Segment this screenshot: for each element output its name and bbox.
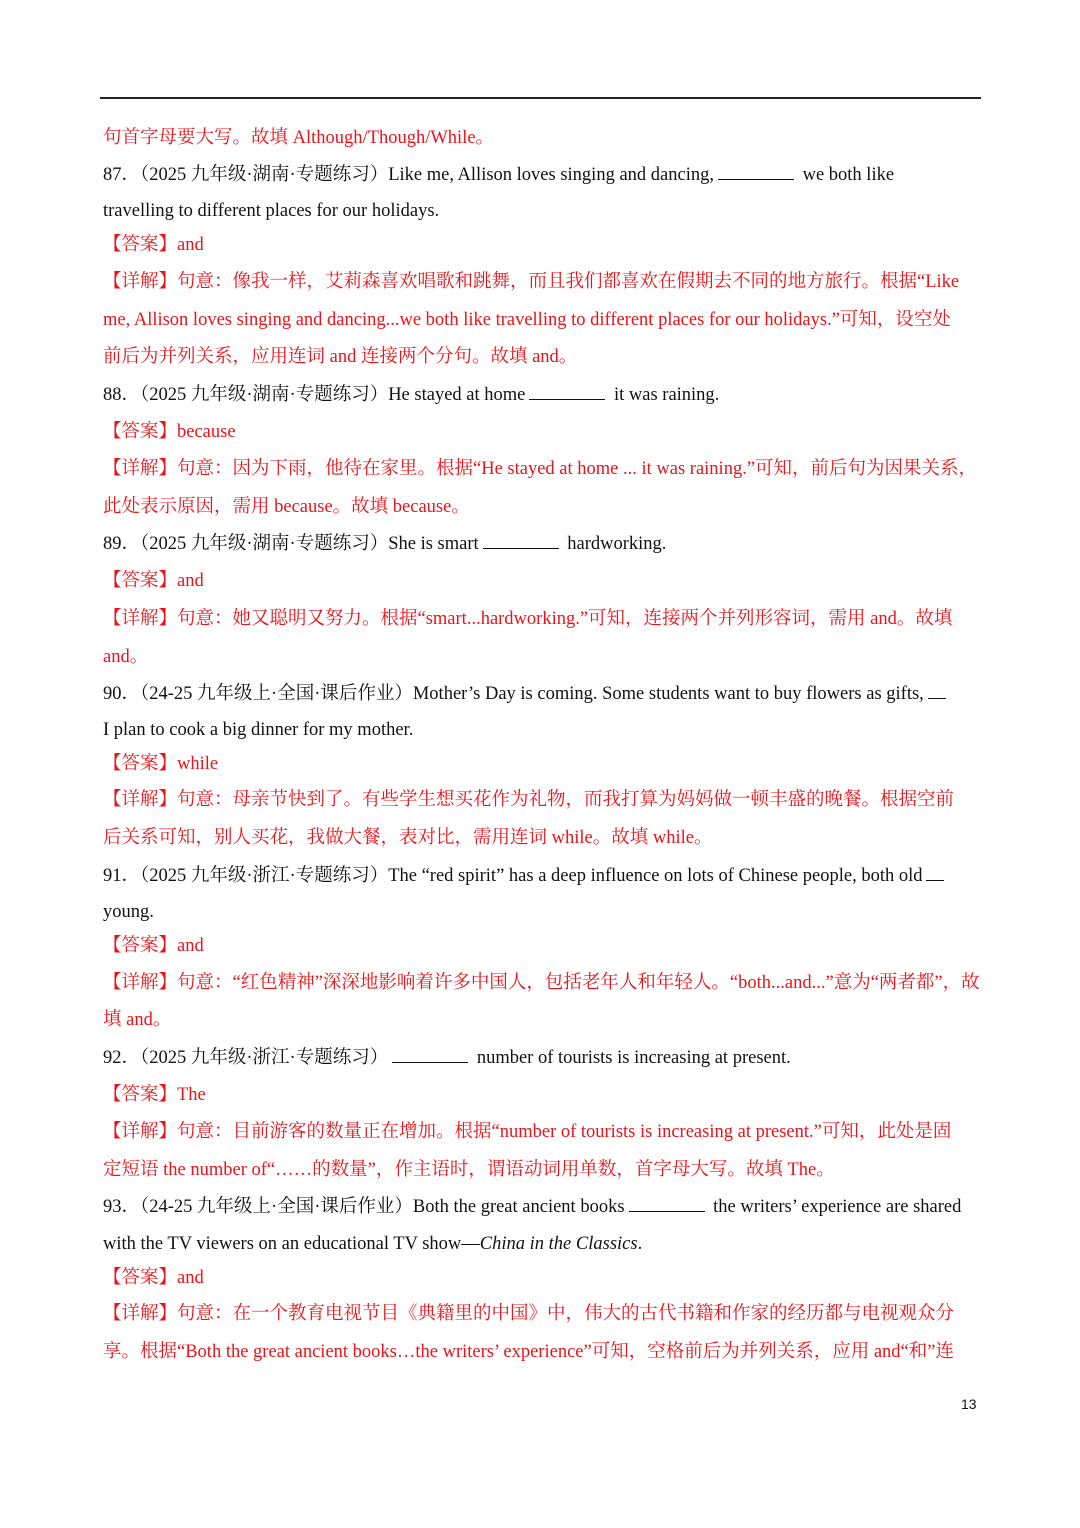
question-90 bbox=[103, 682, 950, 706]
question-89 bbox=[103, 532, 666, 556]
explanation-line: 前后为并列关系，应用连词 and 连接两个分句。故填 and。 bbox=[103, 347, 578, 367]
show-title: China in the Classics bbox=[479, 1234, 638, 1254]
explanation-line: 【详解】句意：她又聪明又努力。根据“smart...hardworking.”可知，连接两个并列形容词，需用 and。故填 bbox=[103, 609, 953, 629]
explanation-line: 【详解】句意：“红色精神”深深地影响着许多中国人，包括老年人和年轻人。“both...and...”意为“两者都”，故 bbox=[103, 973, 980, 993]
answer-blank bbox=[928, 684, 946, 699]
answer-line: 【答案】The bbox=[103, 1085, 206, 1105]
answer-blank bbox=[529, 385, 605, 400]
answer-line: 【答案】because bbox=[103, 422, 236, 442]
answer-blank bbox=[483, 534, 559, 549]
explanation-line: and。 bbox=[103, 647, 149, 667]
explanation-line: 填 and。 bbox=[103, 1010, 172, 1030]
explanation-line: 【详解】句意：母亲节快到了。有些学生想买花作为礼物，而我打算为妈妈做一顿丰盛的晚餐。根据空前 bbox=[103, 790, 955, 810]
question-text: 92．（2025 九年级·浙江·专题练习） bbox=[103, 1048, 389, 1068]
answer-line: 【答案】while bbox=[103, 754, 219, 774]
answer-line: 【答案】and bbox=[103, 571, 204, 591]
explanation-line: 后关系可知，别人买花，我做大餐，表对比，需用连词 while。故填 while。 bbox=[103, 828, 713, 848]
question-text: 88．（2025 九年级·湖南·专题练习）He stayed at home bbox=[103, 385, 526, 405]
question-text: young. bbox=[103, 902, 154, 922]
question-87 bbox=[103, 163, 894, 187]
question-text: 87．（2025 九年级·湖南·专题练习）Like me, Allison loves singing and dancing, bbox=[103, 165, 714, 185]
question-text: hardworking. bbox=[567, 534, 667, 554]
question-93 bbox=[103, 1195, 961, 1219]
explanation-line: me, Allison loves singing and dancing...we both like travelling to different places for our holidays.”可知，设空处 bbox=[103, 310, 951, 330]
question-text: travelling to different places for our holidays. bbox=[103, 201, 440, 221]
question-88 bbox=[103, 383, 719, 407]
header-rule bbox=[100, 97, 981, 99]
answer-line: 【答案】and bbox=[103, 235, 204, 255]
answer-blank bbox=[718, 165, 794, 180]
question-92 bbox=[103, 1046, 791, 1070]
answer-blank bbox=[392, 1048, 468, 1063]
answer-line: 【答案】and bbox=[103, 936, 204, 956]
question-text: 93．（24-25 九年级上·全国·课后作业）Both the great ancient books bbox=[103, 1197, 625, 1217]
explanation-line: 此处表示原因，需用 because。故填 because。 bbox=[103, 497, 470, 517]
question-text: with the TV viewers on an educational TV show— bbox=[103, 1234, 480, 1254]
explanation-line: 【详解】句意：目前游客的数量正在增加。根据“number of tourists is increasing at present.”可知，此处是固 bbox=[103, 1122, 952, 1142]
question-text: the writers’ experience are shared bbox=[713, 1197, 962, 1217]
question-text: it was raining. bbox=[613, 385, 720, 405]
explanation-line: 享。根据“Both the great ancient books…the writers’ experience”可知，空格前后为并列关系，应用 and“和”连 bbox=[103, 1342, 954, 1362]
question-91 bbox=[103, 864, 948, 888]
question-text: I plan to cook a big dinner for my mother. bbox=[103, 720, 414, 740]
question-text: 91．（2025 九年级·浙江·专题练习）The “red spirit” has a deep influence on lots of Chinese people, both old bbox=[103, 866, 923, 886]
question-text: 89．（2025 九年级·湖南·专题练习）She is smart bbox=[103, 534, 479, 554]
question-93-line-2 bbox=[103, 1232, 642, 1256]
answer-blank bbox=[629, 1197, 705, 1212]
answer-blank bbox=[926, 866, 944, 881]
explanation-line: 【详解】句意：因为下雨，他待在家里。根据“He stayed at home ... it was raining.”可知，前后句为因果关系， bbox=[103, 459, 978, 479]
explanation-line: 定短语 the number of“……的数量”，作主语时，谓语动词用单数，首字母大写。故填 The。 bbox=[103, 1160, 835, 1180]
explanation-line: 【详解】句意：像我一样，艾莉森喜欢唱歌和跳舞，而且我们都喜欢在假期去不同的地方旅行。根据“Like bbox=[103, 272, 960, 292]
answer-line: 【答案】and bbox=[103, 1268, 204, 1288]
question-text: . bbox=[637, 1234, 643, 1254]
explanation-line: 句首字母要大写。故填 Although/Though/While。 bbox=[103, 128, 495, 148]
question-text: we both like bbox=[802, 165, 895, 185]
question-text: number of tourists is increasing at present. bbox=[476, 1048, 791, 1068]
question-text: 90．（24-25 九年级上·全国·课后作业）Mother’s Day is coming. Some students want to buy flowers as gifts, bbox=[103, 684, 924, 704]
page-number: 13 bbox=[961, 1396, 977, 1412]
explanation-line: 【详解】句意：在一个教育电视节目《典籍里的中国》中，伟大的古代书籍和作家的经历都与电视观众分 bbox=[103, 1304, 955, 1324]
